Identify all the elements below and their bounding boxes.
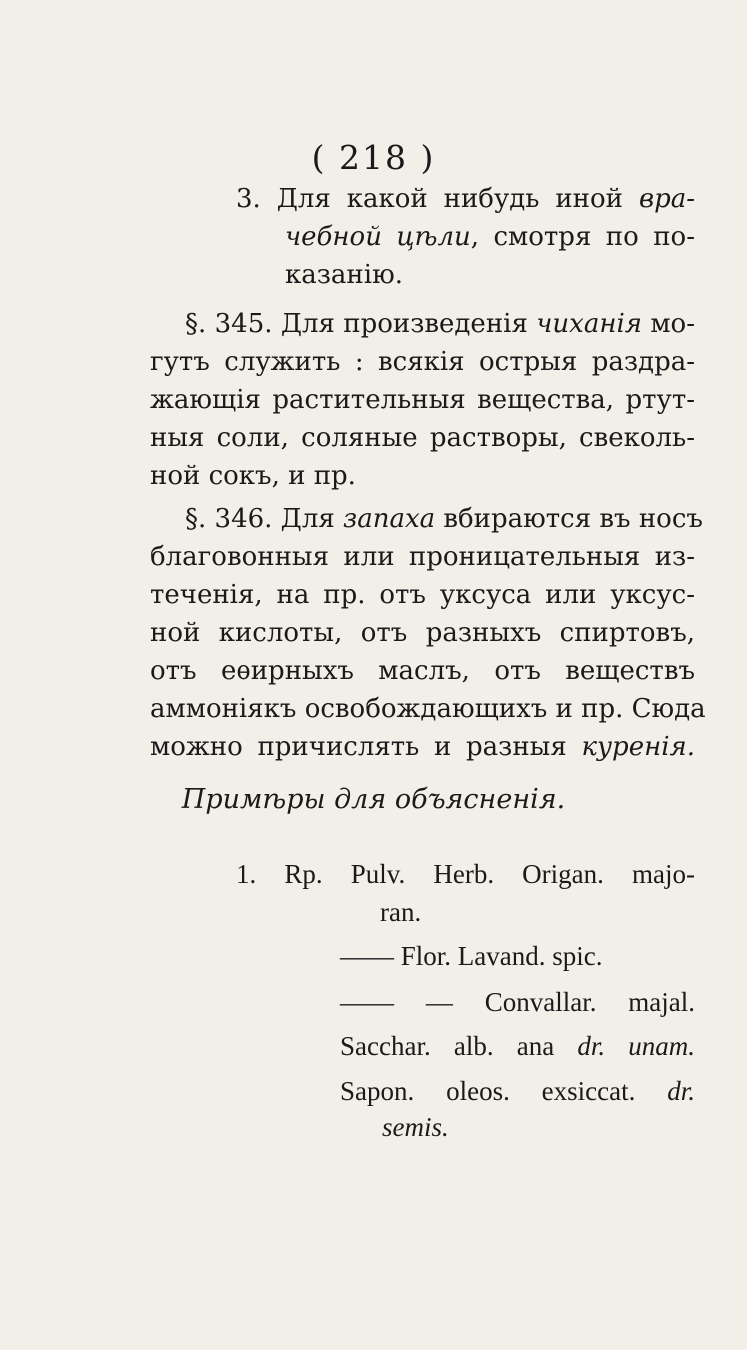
item3-line3: казанію. (285, 260, 403, 290)
examples-heading: Примѣры для объясненія. (181, 784, 566, 815)
p346-line4: ной кислоты, отъ разныхъ спиртовъ, (150, 618, 695, 648)
p346-line5: отъ еѳирныхъ маслъ, отъ веществъ (150, 656, 695, 686)
p345-line3: жающія растительныя вещества, ртут- (150, 385, 695, 415)
page-number: ( 218 ) (311, 138, 436, 177)
p345-line4: ныя соли, соляные растворы, свеколь- (150, 423, 695, 453)
item3-line2: чебной цѣли, смотря по по- (285, 222, 695, 252)
p346-line2: благовонныя или проницательныя из- (150, 542, 695, 572)
p345-line1: §. 345. Для произведенія чиханія мо- (185, 309, 695, 339)
recipe-line7: semis. (382, 1112, 449, 1142)
recipe-line1: 1. Rp. Pulv. Herb. Origan. majo- (236, 859, 695, 889)
recipe-line4: —— — Convallar. majal. (340, 987, 696, 1017)
p345-line2: гутъ служить : всякія острыя раздра- (150, 347, 695, 377)
recipe-line6: Sapon. oleos. exsiccat. dr. (340, 1076, 695, 1106)
p345-line5: ной сокъ, и пр. (150, 461, 356, 491)
recipe-line3: —— Flor. Lavand. spic. (340, 941, 603, 971)
item3-line1: 3. Для какой нибудь иной вра- (236, 184, 695, 214)
p346-line6: аммоніякъ освобождающихъ и пр. Сюда (150, 694, 706, 724)
p346-line3: теченія, на пр. отъ уксуса или уксус- (150, 580, 695, 610)
p346-line7: можно причислять и разныя куренія. (150, 732, 695, 762)
p346-line1: §. 346. Для запаха вбираются въ носъ (185, 504, 703, 534)
recipe-line5: Sacchar. alb. ana dr. unam. (340, 1031, 696, 1061)
recipe-line2: ran. (380, 897, 422, 927)
